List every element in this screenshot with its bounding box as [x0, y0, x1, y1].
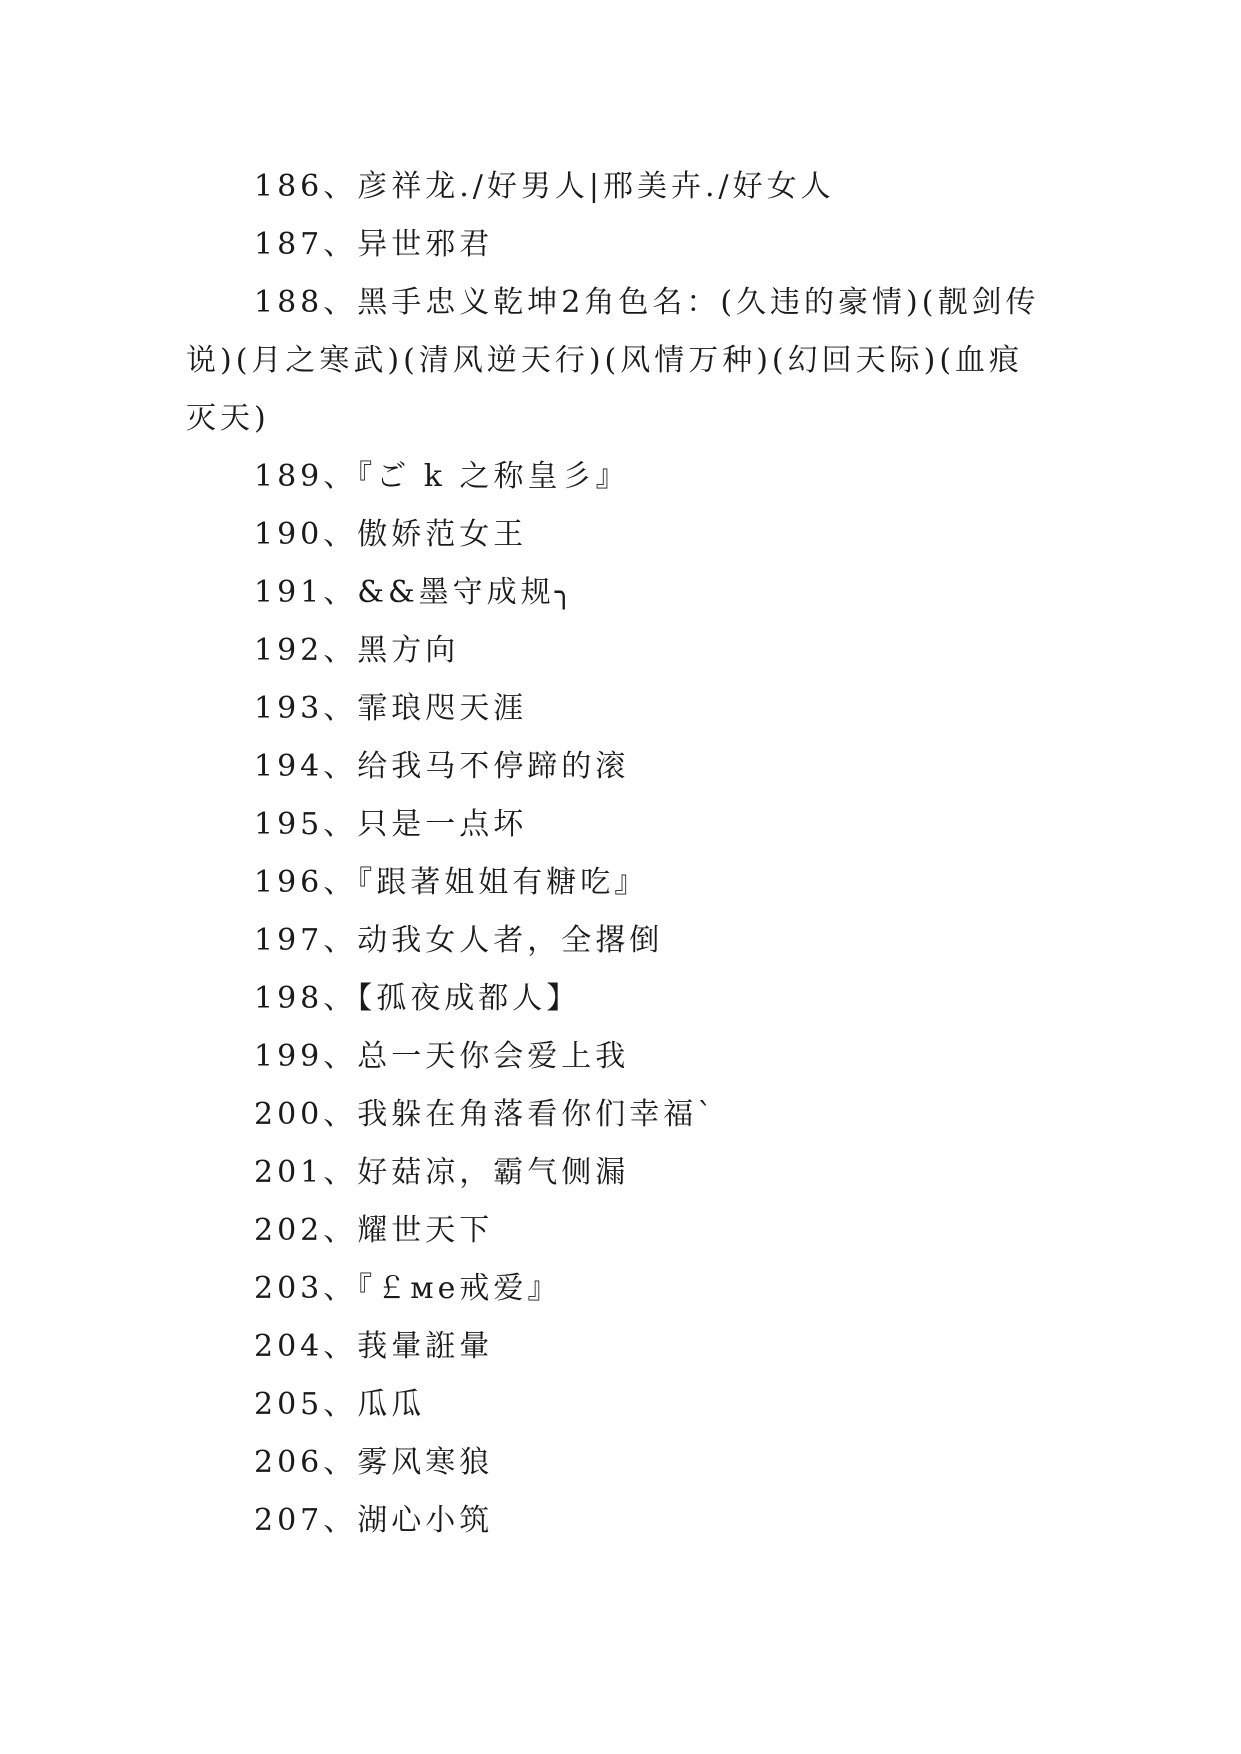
list-item: 191、&&墨守成规╮ — [254, 575, 577, 610]
list-item: 188、黑手忠义乾坤2角色名：(久违的豪情)(靓剑传说)(月之寒武)(清风逆天行)(风情万种)(幻回天际)(血痕灭天) — [186, 285, 1040, 436]
list-item: 192、黑方向 — [254, 633, 460, 668]
list-item: 186、彦祥龙./好男人|邢美卉./好女人 — [254, 169, 835, 204]
list-item: 187、异世邪君 — [254, 227, 494, 262]
list-item: 194、给我马不停蹄的滚 — [254, 749, 630, 784]
list-item: 199、总一天你会爱上我 — [254, 1039, 630, 1074]
list-item: 190、傲娇范女王 — [254, 517, 528, 552]
list-item: 206、雾风寒狼 — [254, 1445, 494, 1480]
list-item: 196、『跟著姐姐有糖吃』 — [254, 865, 649, 900]
list-item: 189、『ご k 之称皇彡』 — [254, 459, 630, 494]
name-list — [186, 158, 1056, 1550]
list-item: 203、『￡мe戒爱』 — [254, 1271, 562, 1306]
list-item: 193、霏琅咫天涯 — [254, 691, 528, 726]
list-item: 201、好菇凉，霸气侧漏 — [254, 1155, 630, 1190]
list-item: 197、动我女人者，全撂倒 — [254, 923, 664, 958]
list-item: 205、瓜瓜 — [254, 1387, 426, 1422]
list-item: 198、【孤夜成都人】 — [254, 981, 581, 1016]
list-item: 204、莪暈誑暈 — [254, 1329, 494, 1364]
list-item: 207、湖心小筑 — [254, 1503, 494, 1538]
list-item: 200、我躲在角落看你们幸福ˋ — [254, 1097, 717, 1132]
list-item: 202、耀世天下 — [254, 1213, 494, 1248]
list-item: 195、只是一点坏 — [254, 807, 528, 842]
